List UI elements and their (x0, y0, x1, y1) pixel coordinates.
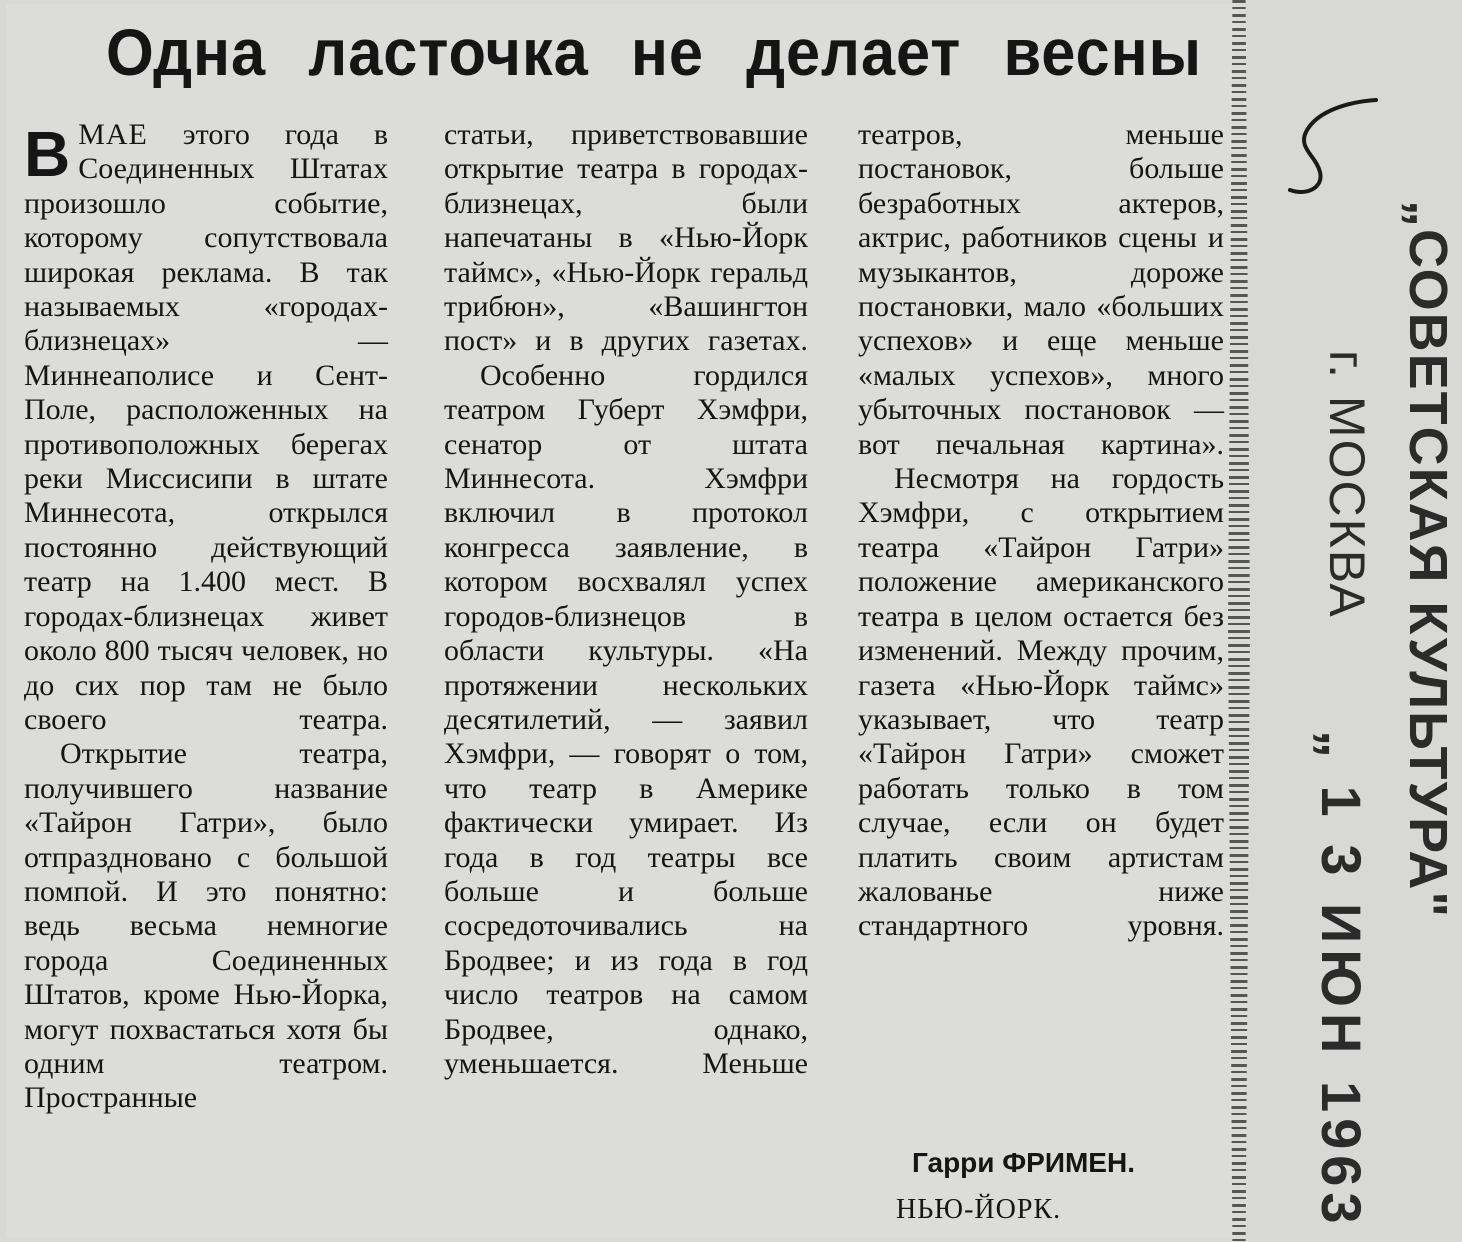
article-title: Одна ласточка не делает весны (106, 15, 1202, 89)
article-paragraph (24, 118, 388, 737)
newspaper-clipping (6, 4, 1234, 1238)
stamp-date: „ 1 3 ИЮН 1963 (1310, 730, 1373, 1230)
article-column-1 (24, 118, 388, 1228)
perforated-edge (1228, 0, 1250, 1242)
dateline-city: НЬЮ-ЙОРК. (896, 1194, 1062, 1225)
lead-caps: МАЕ (78, 118, 148, 151)
handwritten-mark (1276, 92, 1386, 202)
paragraph-text: этого года в Соединенных Штатах произошло событие, которому сопутствовала широкая реклама. В так называемых «городах-близнецах» — Миннеаполисе и Сент-Поле, расположенных на противоположных берегах реки Миссисипи в штате Миннесота, открылся постоянно действующий театр на 1.400 мест. В городах-близнецах живет около 800 тысяч человек, но до сих пор там не было своего театра. (24, 118, 388, 736)
article-column-3 (858, 118, 1224, 1228)
publication-stamp (1260, 190, 1458, 1230)
article-paragraph: Несмотря на гордость Хэмфри, с открытием театра «Тайрон Гатри» положение американского театра в целом остается без изменений. Между прочим, газета «Нью-Йорк таймс» указывает, что театр «Тайрон Гатри» сможет работать только в том случае, если он будет платить своим артистам жалованье ниже стандартного уровня. (858, 462, 1224, 943)
article-paragraph: Особенно гордился театром Губерт Хэмфри, сенатор от штата Миннесота. Хэмфри включил в протокол конгресса заявление, в котором восхвалял успех городов-близнецов в области культуры. «На протяжении нескольких десятилетий, — заявил Хэмфри, — говорят о том, что театр в Америке фактически умирает. Из года в год театры все больше и больше сосредоточивались на Бродвее; и из года в год число театров на самом Бродвее, однако, уменьшается. Меньше (444, 358, 808, 1080)
stamp-newspaper-name: „СОВЕТСКАЯ КУЛЬТУРА" (1398, 200, 1458, 919)
article-paragraph: театров, меньше постановок, больше безработных актеров, актрис, работников сцены и музыкантов, дороже постановки, мало «больших успехов» и еще меньше «малых успехов», много убыточных постановок — вот печальная картина». (858, 118, 1224, 461)
drop-cap: В (24, 118, 71, 190)
stamp-city: г. МОСКВА (1319, 350, 1375, 619)
article-paragraph: статьи, приветствовавшие открытие театра в городах-близнецах, были напечатаны в «Нью-Йорк таймс», «Нью-Йорк геральд трибюн», «Вашингтон пост» и в других газетах. (444, 118, 808, 358)
article-column-2 (444, 118, 808, 1228)
author-signature: Гарри ФРИМЕН. (912, 1147, 1135, 1178)
article-paragraph: Открытие театра, получившего название «Тайрон Гатри», было отпраздновано с большой помпой. И это понятно: ведь весьма немногие города Соединенных Штатов, кроме Нью-Йорка, могут похвастаться хотя бы одним театром. Пространные (24, 737, 388, 1115)
stamp-graphic (1260, 190, 1458, 1230)
handwritten-number-icon (1276, 92, 1386, 202)
